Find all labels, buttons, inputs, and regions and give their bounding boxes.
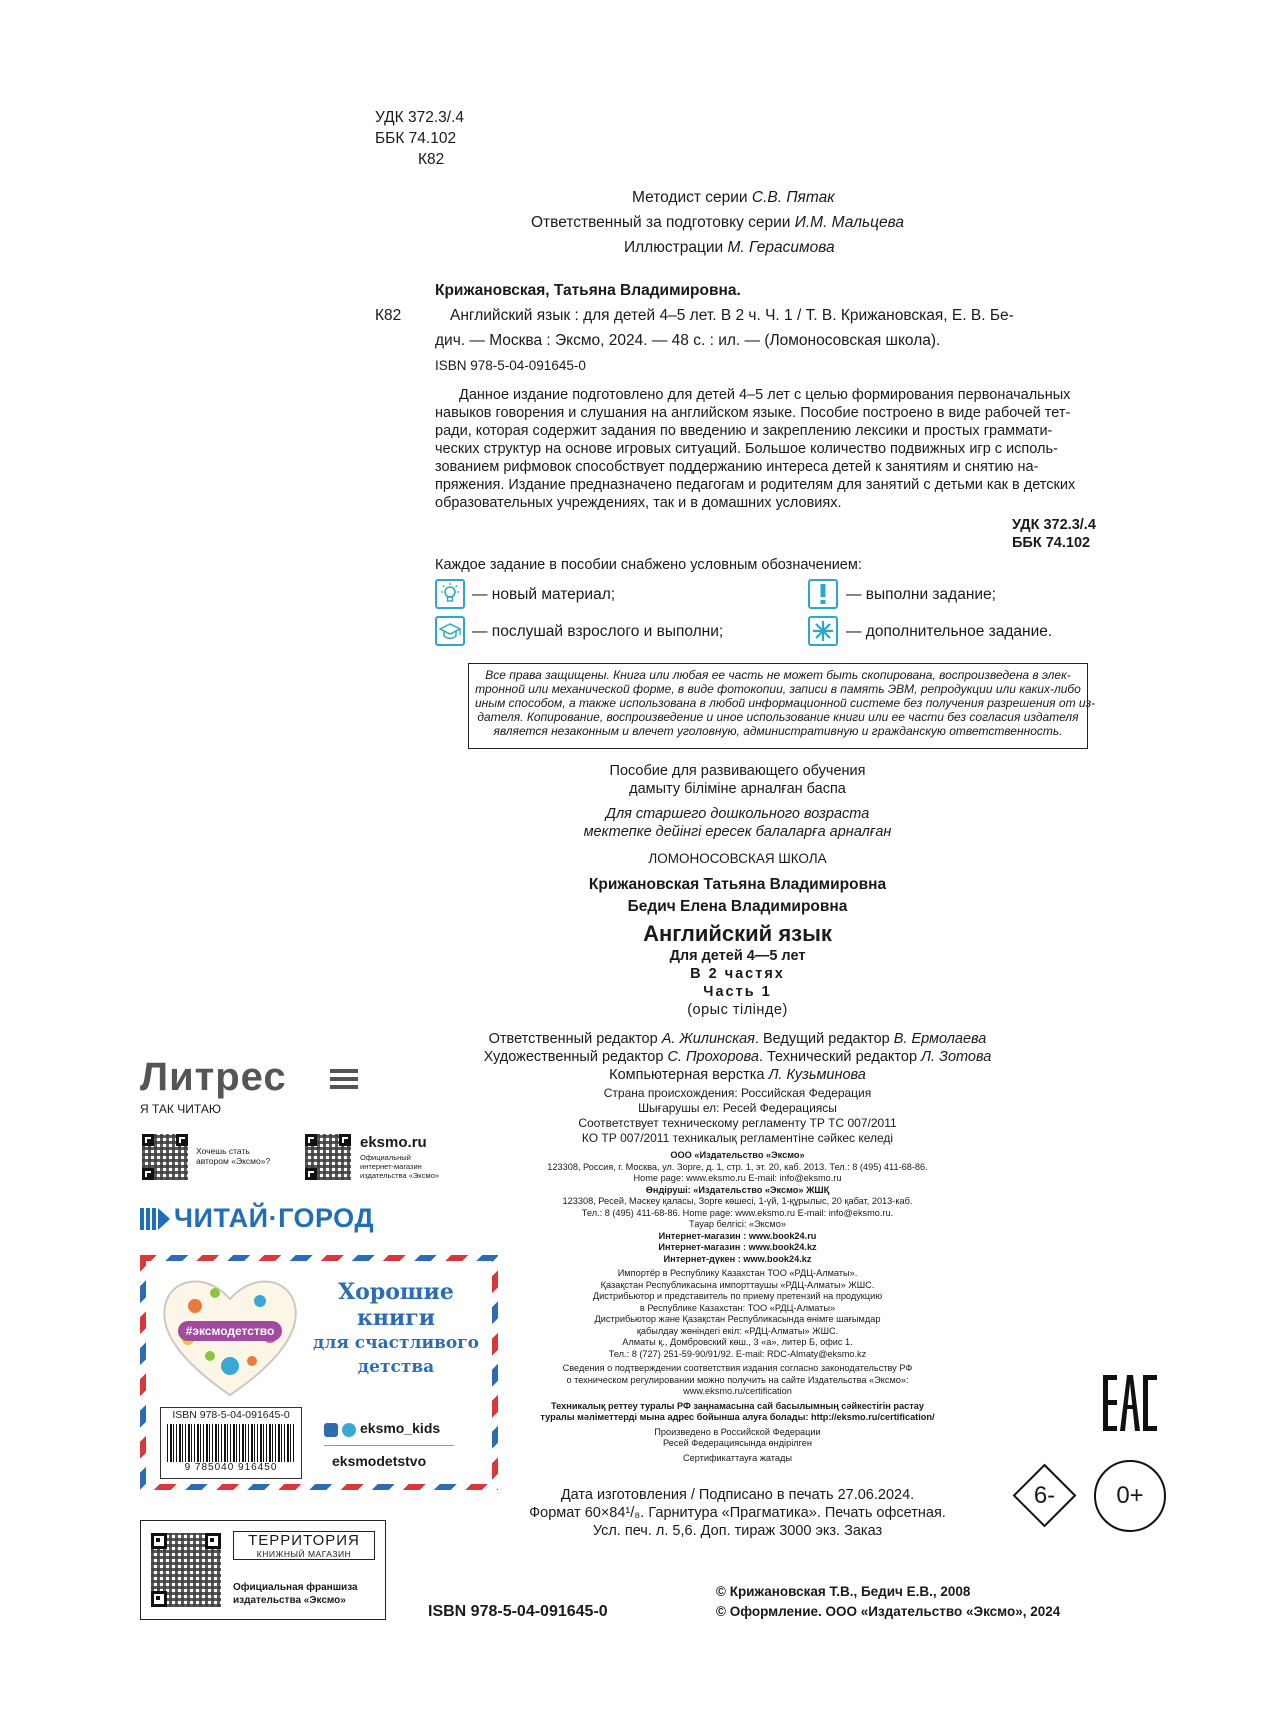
isbn-barcode xyxy=(160,1407,302,1479)
annotation-line: ради, которая содержит задания по введению и закреплению лексики и простых граммати- xyxy=(435,423,1053,439)
small-print-line: Произведено в Российской Федерации xyxy=(654,1426,821,1437)
small-print-line: Интернет-магазин : www.book24.kz xyxy=(658,1242,817,1252)
heart-hashtag: #эксмодетство xyxy=(185,1324,275,1338)
small-print-block xyxy=(500,1150,975,1464)
print-line: Усл. печ. л. 5,6. Доп. тираж 3000 экз. Заказ xyxy=(592,1523,883,1539)
age-rating-circle xyxy=(1094,1460,1166,1532)
lightbulb-icon xyxy=(435,579,465,609)
litres-logo-text: Литрес xyxy=(140,1055,287,1099)
qr-author-text: Хочешь стать автором «Эксмо»? xyxy=(196,1146,271,1166)
annotation-line: навыков говорения и слушания на английском языке. Пособие построено в виде рабочей тет- xyxy=(435,405,1071,421)
eksmo-site: eksmo.ru xyxy=(360,1134,427,1151)
editors-block xyxy=(440,1030,1035,1084)
annotation-bbk: ББК 74.102 xyxy=(1012,535,1091,551)
territoria-logo xyxy=(233,1531,375,1560)
language-note: (орыс тілінде) xyxy=(687,1002,788,1018)
small-print-line: 123308, Россия, г. Москва, ул. Зорге, д. 1, стр. 1, эт. 20, каб. 2013. Тел.: 8 (495) 411-68-86. xyxy=(547,1161,928,1172)
age-rating-6: 6- xyxy=(1033,1482,1056,1509)
bib-author-heading: Крижановская, Татьяна Владимировна. xyxy=(435,282,741,299)
telegram-icon xyxy=(342,1423,356,1437)
bbk-code: ББК 74.102 xyxy=(375,130,457,147)
age-rating-diamond xyxy=(1012,1463,1077,1528)
litres-tagline: Я ТАК ЧИТАЮ xyxy=(140,1102,221,1116)
origin-block xyxy=(480,1086,995,1146)
litres-logo xyxy=(140,1055,287,1100)
slogan-line: книги xyxy=(356,1305,436,1331)
origin-line: Соответствует техническому регламенту ТР ТС 007/2011 xyxy=(578,1116,897,1130)
card-divider xyxy=(324,1445,454,1446)
legend-text-do-task: — выполни задание; xyxy=(846,586,996,603)
slogan-line: для счастливого xyxy=(313,1333,479,1353)
bottom-isbn: ISBN 978-5-04-091645-0 xyxy=(428,1603,608,1620)
credit-responsible: Ответственный за подготовку серии И.М. Мальцева xyxy=(531,214,904,231)
territoria-text-line: Официальная франшиза xyxy=(233,1582,358,1593)
annotation-line: Данное издание подготовлено для детей 4–5 лет с целью формирования первоначальных xyxy=(459,387,1071,403)
editor-line: Художественный редактор С. Прохорова. Технический редактор Л. Зотова xyxy=(483,1049,992,1065)
territoria-box xyxy=(140,1520,386,1620)
card-slogan xyxy=(306,1279,486,1379)
annotation xyxy=(435,386,1115,512)
small-print-line: ООО «Издательство «Эксмо» xyxy=(670,1150,805,1160)
territoria-sub: КНИЖНЫЙ МАГАЗИН xyxy=(256,1549,352,1559)
editor-line: Компьютерная верстка Л. Кузьминова xyxy=(609,1067,866,1083)
purpose-kz: дамыту біліміне арналған баспа xyxy=(629,781,846,797)
territoria-title: ТЕРРИТОРИЯ xyxy=(248,1532,360,1549)
legend-text-extra: — дополнительное задание. xyxy=(846,623,1053,640)
print-details xyxy=(480,1486,995,1540)
author-2: Бедич Елена Владимировна xyxy=(627,898,848,915)
annotation-line: пряжения. Издание предназначено педагогам и родителям для занятий с детьми как в детских xyxy=(435,477,1076,493)
imprint-block xyxy=(480,762,995,1019)
bib-line-2: дич. — Москва : Эксмо, 2024. — 48 с. : ил. — (Ломоносовская школа). xyxy=(435,332,941,349)
slogan-line: Хорошие xyxy=(338,1279,454,1305)
snowflake-icon xyxy=(808,616,838,646)
heart-icon xyxy=(160,1271,300,1399)
small-print-line: Интернет-дүкен : www.book24.kz xyxy=(663,1253,812,1264)
small-print-line: қабылдау жөніндегі екіл: «РДЦ-Алматы» ЖШС. xyxy=(636,1325,839,1336)
small-print-line: Интернет-магазин : www.book24.ru xyxy=(658,1230,817,1241)
small-print-line: Импортёр в Республику Казахстан ТОО «РДЦ-Алматы». xyxy=(617,1268,858,1278)
barcode-isbn: ISBN 978-5-04-091645-0 xyxy=(172,1409,290,1421)
small-print-line: о техническом регулировании можно получить на сайте Издательства «Эксмо»: xyxy=(566,1374,909,1385)
print-line: Формат 60×84¹/₈. Гарнитура «Прагматика». Печать офсетная. xyxy=(529,1505,946,1521)
bib-code: К82 xyxy=(375,307,402,324)
small-print-line: Дистрибьютор және Қазақстан Республикасында өнімге шағымдар xyxy=(594,1314,881,1324)
small-print-line: Өндіруші: «Издательство «Эксмо» ЖШҚ xyxy=(645,1184,830,1195)
rights-line: дателя. Копирование, воспроизведение и иное использование книги или ее части без согласия издателя xyxy=(477,710,1079,724)
origin-line: Шығарушы ел: Ресей Федерациясы xyxy=(638,1101,837,1115)
small-print-line: Техникалық реттеу туралы РФ заңнамасына сай басылымның сәйкестігін растау xyxy=(551,1400,924,1411)
bib-line-1: Английский язык : для детей 4–5 лет. В 2 ч. Ч. 1 / Т. В. Крижановская, Е. В. Бе- xyxy=(450,307,1014,324)
rights-box xyxy=(468,663,1096,749)
small-print-line: Тел.: 8 (727) 251-59-90/91/92. E-mail: RDC-Almaty@eksmo.kz xyxy=(608,1348,867,1359)
qr-code-territoria xyxy=(151,1533,221,1607)
chitai-gorod-logo: ЧИТАЙ·ГОРОД xyxy=(174,1203,375,1233)
barcode-bars xyxy=(167,1424,295,1462)
rights-line: тронной или механической форме, в виде фотокопии, записи в память ЭВМ, репродукции или каких-либо xyxy=(475,682,1081,696)
card-social: eksmo_kids xyxy=(360,1420,441,1436)
credit-methodist: Методист серии С.В. Пятак xyxy=(632,189,835,206)
udk-code: УДК 372.3/.4 xyxy=(375,109,465,126)
copyright-design: © Оформление. ООО «Издательство «Эксмо», 2024 xyxy=(716,1604,1061,1619)
small-print-line: www.eksmo.ru/certification xyxy=(683,1386,792,1396)
eksmodetstvo-card xyxy=(140,1255,498,1490)
bib-isbn: ISBN 978-5-04-091645-0 xyxy=(435,358,586,373)
qr-code-eksmo xyxy=(305,1134,351,1180)
small-print-line: Қазақстан Республикасына импорттаушы «РДЦ-Алматы» ЖШС. xyxy=(600,1279,875,1290)
annotation-line: образовательных учреждениях, так и в домашних условиях. xyxy=(435,495,842,511)
print-line: Дата изготовления / Подписано в печать 27.06.2024. xyxy=(560,1487,915,1503)
annotation-line: зованием рифмовок способствует поддержанию интереса детей к занятиям и снятию на- xyxy=(435,459,1039,475)
small-print-line: Home page: www.eksmo.ru E-mail: info@eksmo.ru xyxy=(633,1173,842,1183)
series-name: ЛОМОНОСОВСКАЯ ШКОЛА xyxy=(648,851,827,866)
small-print-line: Тауар белгісі: «Эксмо» xyxy=(689,1219,786,1229)
small-print-line: Сведения о подтверждении соответствия издания согласно законодательству РФ xyxy=(562,1363,913,1373)
graduation-cap-icon xyxy=(435,616,465,646)
small-print-line: Ресей Федерациясында өндірілген xyxy=(663,1438,812,1448)
legend-text-listen: — послушай взрослого и выполни; xyxy=(472,623,724,640)
age-kz: мектепке дейінгі ересек балаларға арналған xyxy=(583,824,892,840)
small-print-line: Сертификаттауға жатады xyxy=(683,1452,792,1463)
editor-line: Ответственный редактор А. Жилинская. Ведущий редактор В. Ермолаева xyxy=(488,1031,987,1047)
annotation-udk: УДК 372.3/.4 xyxy=(1012,517,1096,533)
slogan-line: детства xyxy=(357,1357,435,1377)
annotation-line: ческих структур на основе игровых ситуаций. Большое количество подвижных игр с исполь- xyxy=(435,441,1058,457)
author-1: Крижановская Татьяна Владимировна xyxy=(588,876,887,893)
small-print-line: туралы мәліметтерді мына адрес бойынша алуға болады: http://eksmo.ru/certification/ xyxy=(540,1412,935,1422)
small-print-line: Алматы қ., Домбровский көш., 3 «а», литер Б, офис 1. xyxy=(622,1337,853,1347)
litres-menu-icon xyxy=(330,1069,358,1089)
eac-mark xyxy=(1103,1375,1157,1431)
subtitle-parts: В 2 частях xyxy=(690,966,785,982)
rights-line: Все права защищены. Книга или любая ее часть не может быть скопирована, воспроизведена в элек- xyxy=(485,668,1071,682)
origin-line: КО ТР 007/2011 техникалық регламентіне сәйкес келеді xyxy=(581,1131,894,1145)
origin-line: Страна происхождения: Российская Федерация xyxy=(603,1086,872,1100)
book-title: Английский язык xyxy=(643,921,832,946)
age-rating-0: 0+ xyxy=(1116,1482,1144,1509)
barcode-digits: 9 785040 916450 xyxy=(184,1462,278,1473)
legend-intro: Каждое задание в пособии снабжено условным обозначением: xyxy=(435,557,862,573)
small-print-line: Тел.: 8 (495) 411-68-86. Home page: www.eksmo.ru E-mail: info@eksmo.ru. xyxy=(581,1207,894,1218)
qr-code-author xyxy=(142,1134,188,1180)
credit-illustrations: Иллюстрации М. Герасимова xyxy=(624,239,835,256)
card-site: eksmodetstvo xyxy=(332,1453,427,1469)
small-print-line: 123308, Ресей, Мәскеу қаласы, Зорге көшесі, 1-үй, 1-құрылыс, 20 қабат, 2013-каб. xyxy=(562,1196,913,1206)
subtitle-part: Часть 1 xyxy=(703,984,772,1000)
rights-line: является незаконным и влечет уголовную, административную и гражданскую ответственность. xyxy=(493,724,1063,738)
purpose-ru: Пособие для развивающего обучения xyxy=(609,763,866,779)
eksmo-site-sub: Официальный интернет-магазин издательства «Эксмо» xyxy=(360,1153,439,1180)
territoria-text-line: издательства «Эксмо» xyxy=(233,1595,346,1606)
age-ru: Для старшего дошкольного возраста xyxy=(605,806,870,822)
territoria-text xyxy=(233,1581,358,1607)
vk-icon xyxy=(324,1423,338,1437)
author-sign: К82 xyxy=(418,151,445,168)
small-print-line: в Республике Казахстан: ТОО «РДЦ-Алматы» xyxy=(639,1302,836,1313)
copyright-authors: © Крижановская Т.В., Бедич Е.В., 2008 xyxy=(716,1584,971,1599)
subtitle-age: Для детей 4—5 лет xyxy=(669,948,806,964)
rights-line: иным способом, а также использована в любой информационной системе без получения разрешения от из- xyxy=(475,696,1096,710)
chitai-gorod-logo-icon xyxy=(140,1206,170,1232)
legend-text-new: — новый материал; xyxy=(472,586,616,603)
exclamation-icon xyxy=(808,579,838,609)
small-print-line: Дистрибьютор и представитель по приему претензий на продукцию xyxy=(592,1291,883,1301)
